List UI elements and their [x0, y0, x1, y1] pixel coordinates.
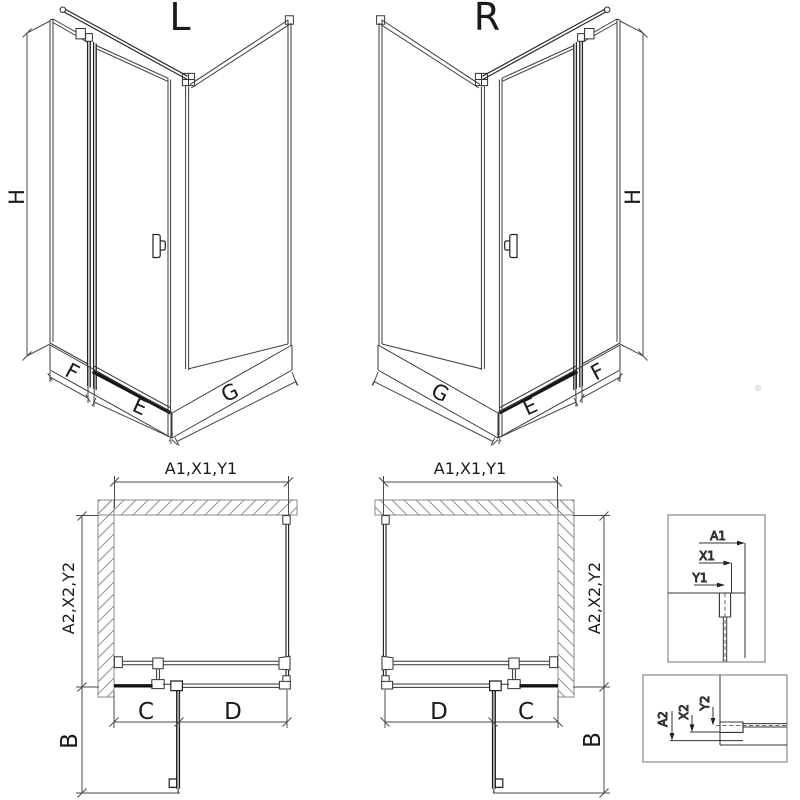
left-door-label: E — [128, 392, 151, 421]
right-view-title: R — [473, 0, 501, 39]
left-plan-fixed-label: C — [137, 699, 155, 725]
left-plan-door-label: D — [224, 699, 242, 725]
detail-y2-label: Y2 — [698, 695, 712, 711]
right-plan-view — [375, 459, 610, 798]
detail-x1-label: X1 — [699, 549, 715, 563]
right-plan-swing-label: B — [580, 732, 606, 748]
right-plan-door-label: D — [430, 699, 448, 725]
right-panel-label: F — [586, 358, 609, 386]
left-return-label: G — [217, 378, 243, 408]
right-plan-depth-swing-dims — [493, 512, 610, 798]
detail-width-box — [668, 515, 765, 662]
right-plan-fixed-label: C — [517, 699, 535, 725]
detail-depth-box — [643, 675, 787, 762]
watermark-dot — [755, 385, 762, 392]
left-height-label: H — [5, 189, 29, 205]
right-height-label: H — [621, 189, 645, 205]
left-plan-depth-swing-dims — [76, 512, 180, 798]
left-plan-depth-label: A2,X2,Y2 — [59, 561, 78, 635]
left-plan-drawing — [98, 476, 297, 794]
right-plan-depth-label: A2,X2,Y2 — [585, 561, 604, 635]
left-3d-view — [5, 0, 298, 446]
right-plan-width-label: A1,X1,Y1 — [433, 459, 507, 478]
detail-y1-label: Y1 — [692, 571, 708, 585]
detail-a1-label: A1 — [710, 529, 726, 543]
right-door-label: E — [519, 392, 542, 421]
left-plan-swing-label: B — [57, 733, 83, 749]
left-plan-view — [57, 459, 297, 798]
right-3d-view — [372, 0, 648, 446]
right-plan-drawing — [375, 476, 574, 794]
right-return-label: G — [427, 378, 453, 408]
left-plan-width-label: A1,X1,Y1 — [164, 459, 238, 478]
detail-depth-wall-profile — [720, 722, 743, 732]
detail-x2-label: X2 — [677, 704, 691, 720]
detail-a2-label: A2 — [656, 711, 670, 727]
left-panel-label: F — [61, 358, 84, 386]
left-view-title: L — [169, 0, 191, 39]
